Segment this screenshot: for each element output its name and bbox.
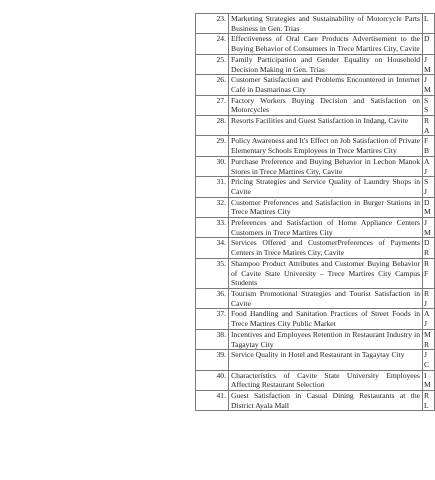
thesis-title: Pricing Strategies and Service Quality of Laundry Shops in Cavite — [229, 177, 423, 197]
thesis-title: Shampoo Product Attributes and Customer Buying Behavior of Cavite State University – Trece Martires City Campus Students — [229, 258, 423, 288]
thesis-title: Effectiveness of Oral Care Products Advertisement to the Buying Behavior of Consumers in Trece Martires City, Cavite — [229, 34, 423, 54]
thesis-title: Factory Workers Buying Decision and Satisfaction on Motorcycles — [229, 95, 423, 115]
row-number: 27. — [196, 95, 229, 115]
row-number: 30. — [196, 156, 229, 176]
table-row — [196, 258, 435, 288]
row-number: 26. — [196, 75, 229, 95]
table-row — [196, 197, 435, 217]
author-cell: J C — [423, 350, 435, 370]
table-row — [196, 329, 435, 349]
author-cell: R L — [423, 391, 435, 411]
author-cell: R F — [423, 258, 435, 288]
author-cell: S S — [423, 95, 435, 115]
row-number: 35. — [196, 258, 229, 288]
row-number: 33. — [196, 218, 229, 238]
table-row — [196, 136, 435, 156]
thesis-title: Marketing Strategies and Sustainability of Motorcycle Parts Business in Gen. Trias — [229, 14, 423, 34]
thesis-title: Family Participation and Gender Equality on Household Decision Making in Gen. Trias — [229, 54, 423, 74]
table-row — [196, 218, 435, 238]
row-number: 36. — [196, 288, 229, 308]
thesis-title: Guest Satisfaction in Casual Dining Restaurants at the District Ayala Mall — [229, 391, 423, 411]
thesis-title: Customer Preferences and Satisfaction in Burger Stations in Trece Martires City — [229, 197, 423, 217]
thesis-title: Resorts Facilities and Guest Satisfaction in Indang, Cavite — [229, 116, 423, 136]
row-number: 38. — [196, 329, 229, 349]
thesis-title: Services Offered and CustomerPreferences of Payments Centers in Trece Matires City, Cavite — [229, 238, 423, 258]
table-row — [196, 391, 435, 411]
row-number: 37. — [196, 309, 229, 329]
author-cell: J M — [423, 54, 435, 74]
row-number: 32. — [196, 197, 229, 217]
table-row — [196, 238, 435, 258]
author-cell: R J — [423, 288, 435, 308]
author-cell: D R — [423, 238, 435, 258]
row-number: 40. — [196, 370, 229, 390]
table-row — [196, 34, 435, 54]
table-row — [196, 350, 435, 370]
row-number: 24. — [196, 34, 229, 54]
table-row — [196, 116, 435, 136]
thesis-title: Food Handling and Sanitation Practices of Street Foods in Trece Martires City Public Market — [229, 309, 423, 329]
row-number: 39. — [196, 350, 229, 370]
row-number: 41. — [196, 391, 229, 411]
table-row — [196, 288, 435, 308]
thesis-title: Incentives and Employees Retention in Restaurant Industry in Tagaytay City — [229, 329, 423, 349]
author-cell: I M — [423, 370, 435, 390]
author-cell: S J — [423, 177, 435, 197]
row-number: 31. — [196, 177, 229, 197]
author-cell: J M — [423, 75, 435, 95]
thesis-title: Tourism Promotional Strategies and Tourist Satisfaction in Cavite — [229, 288, 423, 308]
row-number: 29. — [196, 136, 229, 156]
author-cell: D M — [423, 197, 435, 217]
row-number: 25. — [196, 54, 229, 74]
table-row — [196, 156, 435, 176]
thesis-title: Preferences and Satisfaction of Home Appliance Centers Customers in Trece Martires City — [229, 218, 423, 238]
thesis-title: Characteristics of Cavite State University Employees Affecting Restaurant Selection — [229, 370, 423, 390]
thesis-title: Customer Satisfaction and Problems Encountered in Internet Café in Dasmarinas City — [229, 75, 423, 95]
author-cell: M R — [423, 329, 435, 349]
row-number: 23. — [196, 14, 229, 34]
table-row — [196, 309, 435, 329]
author-cell: A J — [423, 156, 435, 176]
thesis-title: Service Quality in Hotel and Restaurant in Tagaytay City — [229, 350, 423, 370]
table-row — [196, 370, 435, 390]
row-number: 34. — [196, 238, 229, 258]
thesis-table — [195, 13, 435, 411]
thesis-title: Purchase Preference and Buying Behavior in Lechon Manok Stores in Trece Martires City, Cavite — [229, 156, 423, 176]
author-cell: L — [423, 14, 435, 34]
thesis-title: Policy Awareness and It's Effect on Job Satisfaction of Private Elementary Schools Employees in Trece Martires City — [229, 136, 423, 156]
row-number: 28. — [196, 116, 229, 136]
author-cell: J M — [423, 218, 435, 238]
table-row — [196, 177, 435, 197]
table-row — [196, 54, 435, 74]
author-cell: D — [423, 34, 435, 54]
author-cell: R A — [423, 116, 435, 136]
table-row — [196, 75, 435, 95]
table-row — [196, 14, 435, 34]
author-cell: A J — [423, 309, 435, 329]
table-row — [196, 95, 435, 115]
author-cell: F B — [423, 136, 435, 156]
